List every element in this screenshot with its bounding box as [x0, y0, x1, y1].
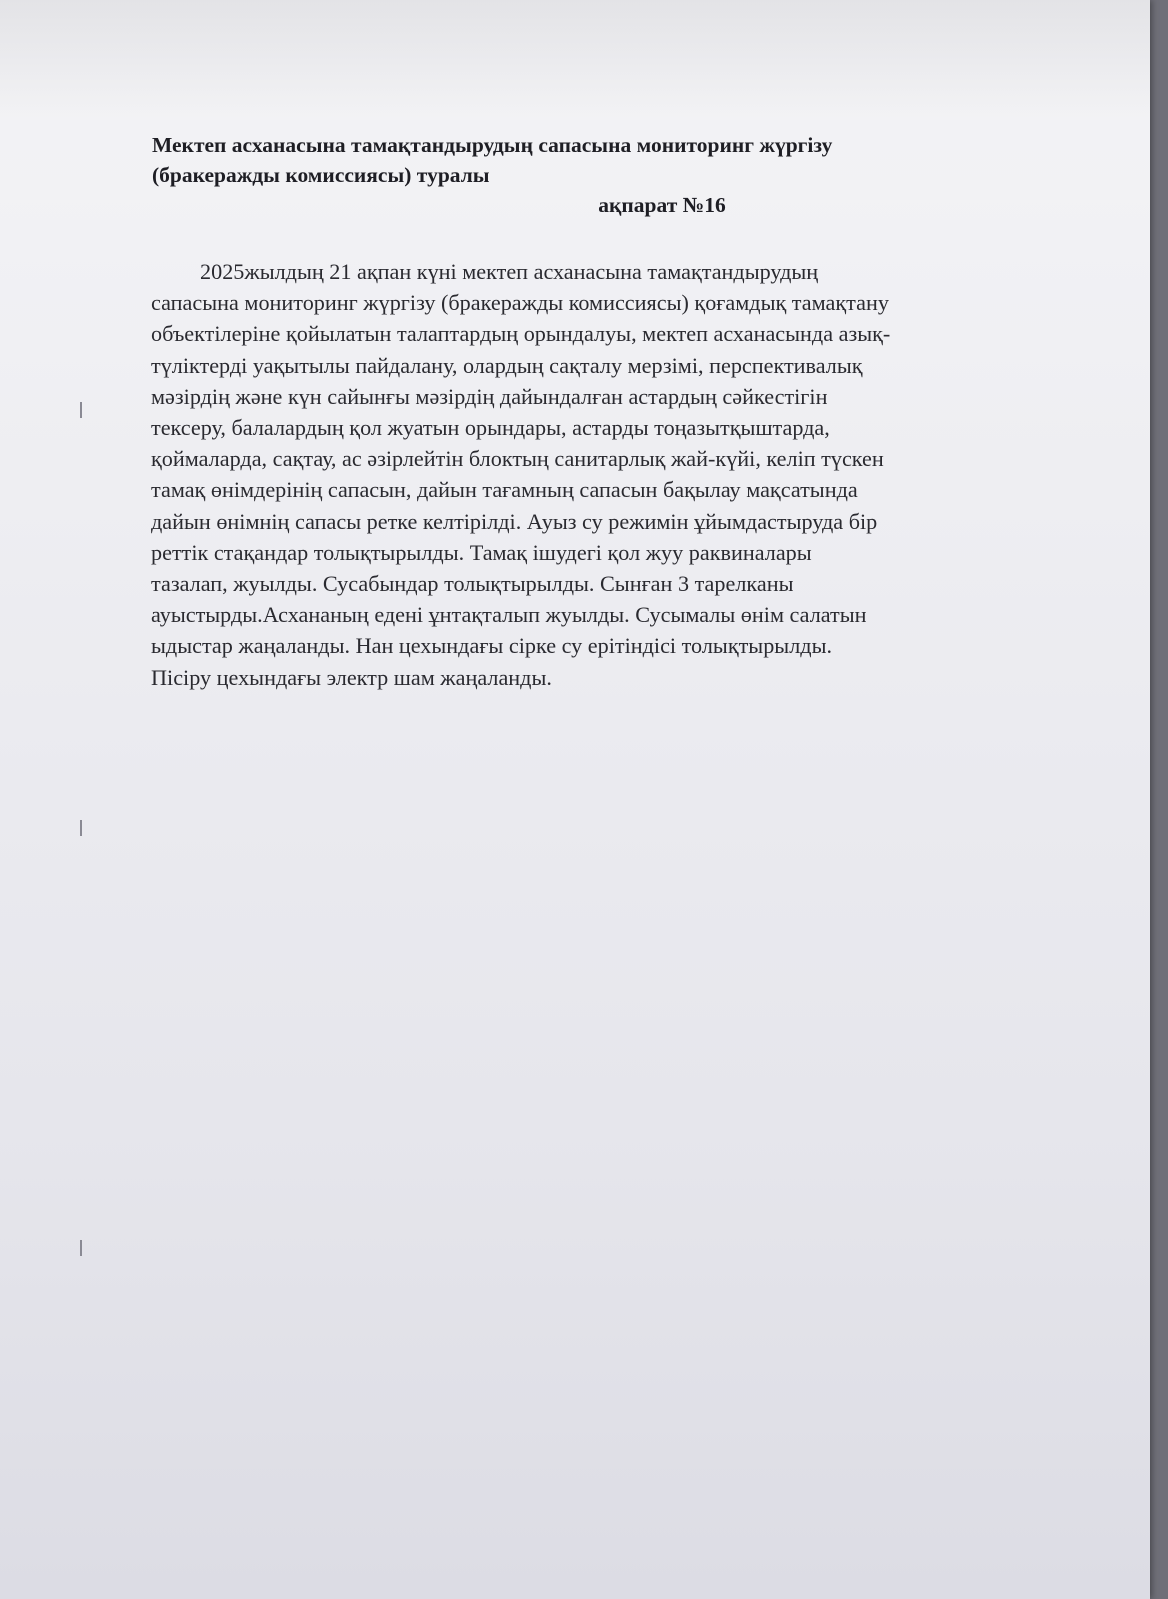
body-line: мәзірдің және күн сайынғы мәзірдің дайындалған астардың сәйкестігін: [151, 383, 828, 409]
margin-mark: [80, 1240, 82, 1256]
body-line: сапасына мониторинг жүргізу (бракеражды комиссиясы) қоғамдық тамақтану: [151, 290, 889, 316]
body-line: тамақ өнімдерінің сапасын, дайын тағамның сапасын бақылау мақсатында: [151, 477, 858, 503]
body-line: түліктерді уақытылы пайдалану, олардың сақталу мерзімі, перспективалық: [151, 352, 863, 378]
body-line: дайын өнімнің сапасы ретке келтірілді. Ауыз су режимін ұйымдастыруда бір: [151, 508, 878, 534]
title-line: Мектеп асханасына тамақтандырудың сапасына мониторинг жүргізу: [152, 133, 833, 157]
body-line: реттік стақандар толықтырылды. Тамақ ішудегі қол жуу раквиналары: [151, 539, 812, 565]
margin-mark: [80, 402, 82, 418]
body-line: тексеру, балалардың қол жуатын орындары, астарды тоңазытқыштарда,: [151, 415, 830, 441]
body-line: қоймаларда, сақтау, ас әзірлейтін блоктың санитарлық жай-күйі, келіп түскен: [151, 446, 884, 472]
body-line: 2025жылдың 21 ақпан күні мектеп асханасына тамақтандырудың: [200, 259, 819, 284]
title-line: (бракеражды комиссиясы) туралы: [152, 163, 490, 187]
body-line: Пісіру цехындағы электр шам жаңаланды.: [151, 664, 552, 690]
body-line: объектілеріне қойылатын талаптардың орындалуы, мектеп асханасында азық-: [151, 321, 891, 347]
margin-mark: [80, 820, 82, 836]
body-line: ауыстырды.Асхананың едені ұнтақталып жуылды. Сусымалы өнім салатын: [151, 602, 867, 628]
document-title: [152, 130, 1102, 220]
body-line: ыдыстар жаңаланды. Нан цехындағы сірке су ерітіндісі толықтырылды.: [151, 633, 833, 659]
document-subtitle: ақпарат №16: [598, 193, 726, 217]
top-shadow: [0, 0, 1150, 120]
document-body: [151, 256, 1096, 693]
body-line: тазалап, жуылды. Сусабындар толықтырылды. Сынған 3 тарелканы: [151, 571, 794, 597]
